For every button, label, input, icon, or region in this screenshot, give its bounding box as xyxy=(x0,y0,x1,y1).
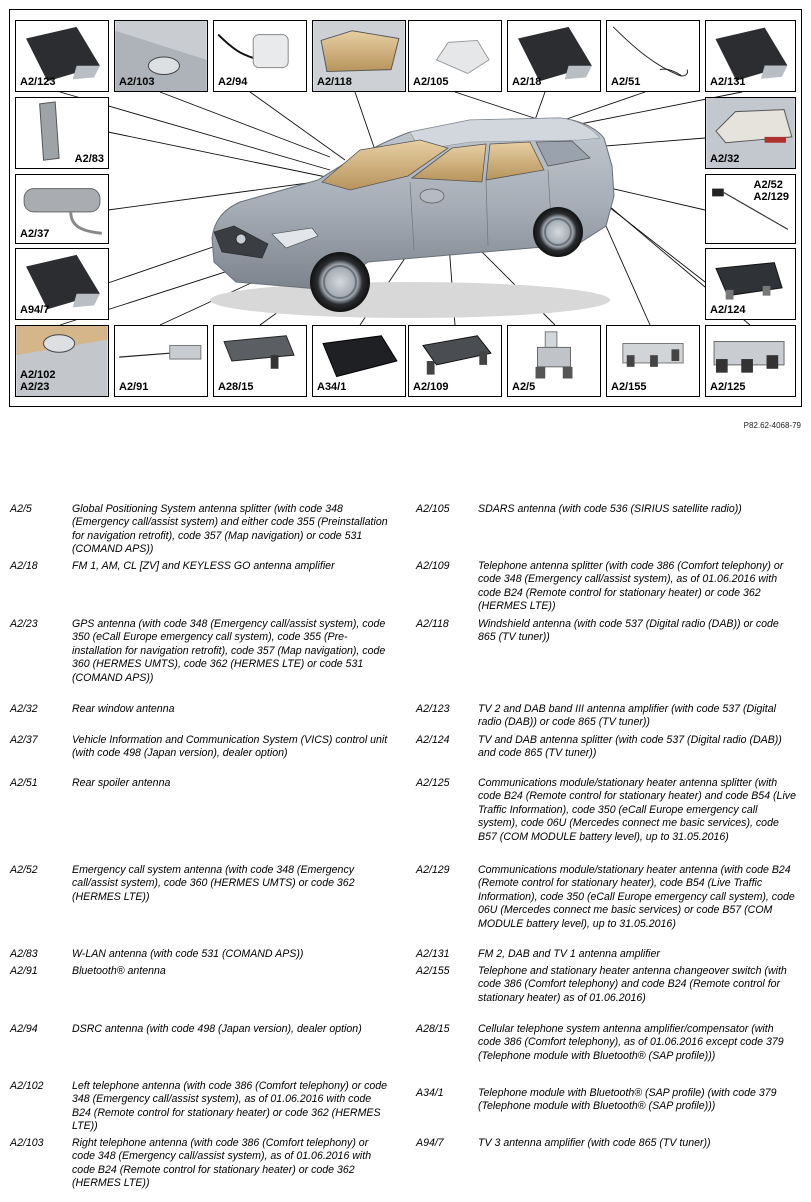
legend-code: A2/124 xyxy=(416,734,450,746)
thumbnail-label: A2/123 xyxy=(20,76,56,88)
thumbnail-a2-91 xyxy=(114,325,208,397)
thumbnail-label: A2/131 xyxy=(710,76,746,88)
legend-description: TV 3 antenna amplifier (with code 865 (TV tuner)) xyxy=(478,1137,711,1149)
thumbnail-a2-52-a2-129 xyxy=(705,174,796,244)
thumbnail-label: A2/155 xyxy=(611,381,647,393)
legend-description: W-LAN antenna (with code 531 (COMAND APS)) xyxy=(72,948,304,960)
legend-code: A2/23 xyxy=(10,618,38,630)
legend-code: A2/131 xyxy=(416,948,450,960)
legend-code: A2/118 xyxy=(416,618,449,630)
thumbnail-a94-7 xyxy=(15,248,109,320)
legend-description: Telephone antenna splitter (with code 386 (Comfort telephony) or code 348 (Emergency call/assist system), as of 01.06.2016 with code B24 (Remote control for stationary heater) or code 362 (HERMES LTE)) xyxy=(478,560,784,613)
thumbnail-a2-124 xyxy=(705,248,796,320)
legend-code: A28/15 xyxy=(416,1023,450,1035)
thumbnail-a2-102-a2-23 xyxy=(15,325,109,397)
thumbnail-a2-18 xyxy=(507,20,601,92)
thumbnail-a2-83 xyxy=(15,97,109,169)
thumbnail-a2-94 xyxy=(213,20,307,92)
thumbnail-a2-51 xyxy=(606,20,700,92)
thumbnail-a2-123 xyxy=(15,20,109,92)
legend-code: A2/109 xyxy=(416,560,450,572)
thumbnail-label: A2/37 xyxy=(20,228,50,240)
legend-code: A2/52 xyxy=(10,864,38,876)
legend-description: Cellular telephone system antenna amplifier/compensator (with code 386 (Comfort telephony), as of 01.06.2016 except code 379 (Telephone module with Bluetooth® (SAP profile))) xyxy=(478,1023,784,1062)
thumbnail-label: A34/1 xyxy=(317,381,347,393)
thumbnail-label: A2/105 xyxy=(413,76,449,88)
legend-description: Rear spoiler antenna xyxy=(72,777,171,789)
legend-description: DSRC antenna (with code 498 (Japan version), dealer option) xyxy=(72,1023,362,1035)
legend-code: A2/83 xyxy=(10,948,38,960)
thumbnail-a2-118 xyxy=(312,20,406,92)
thumbnail-label: A2/5 xyxy=(512,381,536,393)
legend-description: Left telephone antenna (with code 386 (Comfort telephony) or code 348 (Emergency call/assist system), as of 01.06.2016 with code B24 (Remote control for stationary heater) or code 362 (HERMES LTE)) xyxy=(72,1080,388,1133)
thumbnail-label: A2/109 xyxy=(413,381,449,393)
legend-description: Communications module/stationary heater antenna splitter (with code B24 (Remote control for stationary heater) and code B54 (Live Traffic Information), code 350 (eCall Europe emergency call system), code 06U (Mercedes connect me basic services), code B57 (COM MODULE battery level), up to 31.05.2016) xyxy=(478,777,796,843)
thumbnail-label: A94/7 xyxy=(20,304,50,316)
legend-code: A94/7 xyxy=(416,1137,444,1149)
thumbnail-a2-105 xyxy=(408,20,502,92)
legend-description: TV 2 and DAB band III antenna amplifier (with code 537 (Digital radio (DAB)) or code 865 (TV tuner)) xyxy=(478,703,776,729)
legend-description: TV and DAB antenna splitter (with code 537 (Digital radio (DAB)) and code 865 (TV tuner)) xyxy=(478,734,782,760)
legend-description: Rear window antenna xyxy=(72,703,175,715)
thumbnail-a2-131 xyxy=(705,20,796,92)
thumbnail-label: A2/118 xyxy=(317,76,352,88)
legend-code: A2/94 xyxy=(10,1023,38,1035)
thumbnail-label: A2/32 xyxy=(710,153,740,165)
legend-description: SDARS antenna (with code 536 (SIRIUS satellite radio)) xyxy=(478,503,742,515)
thumbnail-a2-125 xyxy=(705,325,796,397)
thumbnail-label: A28/15 xyxy=(218,381,254,393)
thumbnail-label: A2/91 xyxy=(119,381,149,393)
thumbnail-a28-15 xyxy=(213,325,307,397)
legend-code: A2/155 xyxy=(416,965,450,977)
legend-description: Windshield antenna (with code 537 (Digital radio (DAB)) or code 865 (TV tuner)) xyxy=(478,618,779,644)
legend-description: Emergency call system antenna (with code 348 (Emergency call/assist system), code 360 (HERMES UMTS) or code 362 (HERMES LTE)) xyxy=(72,864,355,903)
legend-description: GPS antenna (with code 348 (Emergency call/assist system), code 350 (eCall Europe emergency call system), code 355 (Pre-installation for navigation retrofit), code 357 (Map navigation), code 360 (HERMES UMTS), code 362 (HERMES LTE) or code 531 (COMAND APS)) xyxy=(72,618,386,684)
legend-description: Communications module/stationary heater antenna (with code B24 (Remote control for stationary heater), code B54 (Live Traffic Information), code 350 (eCall Europe emergency call system), code 06U (Mercedes connect me basic services) or code B57 (COM MODULE battery level), up to 31.05.2016) xyxy=(478,864,795,930)
thumbnail-a34-1 xyxy=(312,325,406,397)
legend-description: FM 1, AM, CL [ZV] and KEYLESS GO antenna amplifier xyxy=(72,560,335,572)
legend-code: A2/105 xyxy=(416,503,450,515)
legend-code: A34/1 xyxy=(416,1087,444,1099)
thumbnail-a2-109 xyxy=(408,325,502,397)
thumbnail-label: A2/125 xyxy=(710,381,746,393)
thumbnail-a2-155 xyxy=(606,325,700,397)
legend-description: Vehicle Information and Communication System (VICS) control unit (with code 498 (Japan version), dealer option) xyxy=(72,734,388,760)
legend-code: A2/125 xyxy=(416,777,450,789)
legend-code: A2/129 xyxy=(416,864,450,876)
thumbnail-label: A2/124 xyxy=(710,304,746,316)
legend-description: Telephone and stationary heater antenna changeover switch (with code 386 (Comfort telephony) and code B24 (Remote control for stationary heater) as of 01.06.2016) xyxy=(478,965,787,1004)
legend-code: A2/18 xyxy=(10,560,38,572)
legend-description: Bluetooth® antenna xyxy=(72,965,166,977)
thumbnail-label: A2/52 A2/129 xyxy=(753,179,789,203)
legend-code: A2/51 xyxy=(10,777,38,789)
legend-code: A2/91 xyxy=(10,965,38,977)
legend-code: A2/5 xyxy=(10,503,32,515)
legend-code: A2/102 xyxy=(10,1080,44,1092)
legend-code: A2/37 xyxy=(10,734,38,746)
legend-description: Right telephone antenna (with code 386 (Comfort telephony) or code 348 (Emergency call/assist system), as of 01.06.2016 with code B24 (Remote control for stationary heater) or code 362 (HERMES LTE)) xyxy=(72,1137,372,1190)
thumbnail-a2-32 xyxy=(705,97,796,169)
thumbnail-label: A2/94 xyxy=(218,76,248,88)
thumbnail-a2-5 xyxy=(507,325,601,397)
thumbnail-label: A2/51 xyxy=(611,76,641,88)
legend-description: Telephone module with Bluetooth® (SAP profile) (with code 379 (Telephone module with Bluetooth® (SAP profile))) xyxy=(478,1087,777,1113)
figure-reference-code: P82.62-4068-79 xyxy=(743,421,801,430)
thumbnail-label: A2/103 xyxy=(119,76,155,88)
legend-description: Global Positioning System antenna splitter (with code 348 (Emergency call/assist system) and either code 355 (Preinstallation for navigation retrofit), code 357 (Map navigation) or code 531 (COMAND APS)) xyxy=(72,503,388,556)
legend-code: A2/123 xyxy=(416,703,450,715)
legend-code: A2/103 xyxy=(10,1137,44,1149)
thumbnail-label: A2/83 xyxy=(74,153,104,165)
thumbnail-label: A2/18 xyxy=(512,76,542,88)
thumbnail-label: A2/102 A2/23 xyxy=(20,369,56,393)
thumbnail-a2-37 xyxy=(15,174,109,244)
legend-code: A2/32 xyxy=(10,703,38,715)
thumbnail-a2-103 xyxy=(114,20,208,92)
legend-description: FM 2, DAB and TV 1 antenna amplifier xyxy=(478,948,660,960)
